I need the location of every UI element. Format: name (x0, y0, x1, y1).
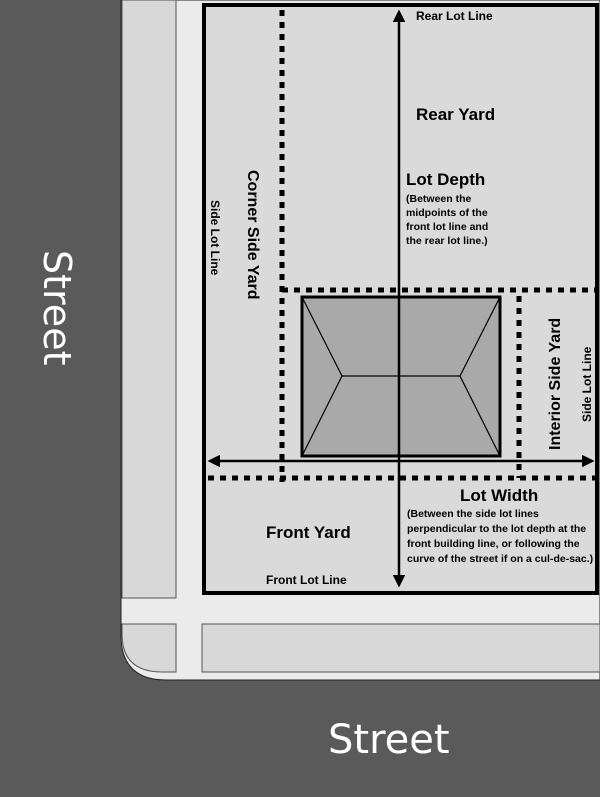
lot-depth-note-line: (Between the (406, 193, 472, 205)
corner-side-yard-label: Corner Side Yard (244, 170, 261, 300)
side-lot-line-left-label: Side Lot Line (208, 200, 222, 276)
lawn-strip-left (122, 0, 176, 598)
side-lot-line-right-label: Side Lot Line (580, 346, 594, 422)
lot-depth-note-line: midpoints of the (406, 207, 488, 219)
street-left-label: Street (35, 250, 79, 366)
lot-width-note-line: perpendicular to the lot depth at the (407, 523, 587, 535)
street-bottom-label: Street (328, 717, 450, 763)
lot-width-note-line: (Between the side lot lines (407, 508, 539, 520)
lot-width-note-line: front building line, or following the (407, 538, 580, 550)
rear-yard-label: Rear Yard (416, 105, 496, 124)
interior-side-yard-label: Interior Side Yard (547, 317, 564, 450)
rear-lot-line-label: Rear Lot Line (416, 9, 493, 23)
lot-width-note-line: curve of the street if on a cul-de-sac.) (407, 553, 594, 565)
lot-depth-label: Lot Depth (406, 170, 486, 189)
lawn-strip-bottom (202, 624, 600, 672)
lot-depth-note-line: front lot line and (406, 221, 489, 233)
front-yard-label: Front Yard (266, 523, 351, 542)
lot-depth-note-line: the rear lot line.) (406, 235, 488, 247)
house (302, 297, 500, 456)
lot-width-label: Lot Width (460, 486, 539, 505)
front-lot-line-label: Front Lot Line (266, 573, 347, 587)
